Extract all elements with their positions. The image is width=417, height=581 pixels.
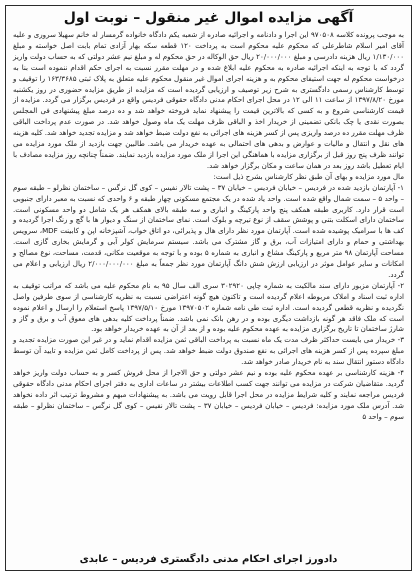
notice-paragraph: ۴- هزینه کارشناسی بر عهده محکوم علیه بوده و نیم عشر دولتی و حق الاجرا از محل فروش کسر و به حساب دولت واریز خواهد گردید. متقاضیان شرکت در مزایده می توانند جهت کسب اطلاعات بیشتر در ساعات اداری به دفتر اجرای احکام مدنی دادگاه حقوقی فردیس مراجعه نمایند و کلیه شرایط مزایده در محل اجرا قابل رویت می باشد. به پیشنهادات مبهم و مشروط ترتیب اثر داده نخواهد شد. آدرس ملک مورد مزایده: فردیس – خیابان فردیس – خیابان ۳۷ – پشت تالار نفیس – کوی گل نرگس – ساختمان نظرلو – طبقه سوم – واحد ۵ — [13, 368, 405, 421]
notice-title: آگهی مزایده اموال غیر منقول – نوبت اول — [63, 10, 354, 26]
notice-paragraph: مال مورد مزایده و بهای آن طبق نظر کارشناس بشرح ذیل است: — [213, 171, 404, 181]
notice-paragraph: به موجب پرونده کلاسه ۹۷۰۵۰۸ این اجرا و دادنامه و اجرائیه صادره از شعبه یکم دادگاه خانواده گرمسار له خانم سهیلا سروری و علیه آقای امیر اسلام شاطرعلی که محکوم علیه محکوم است به پرداخت ۱۲۰ قطعه سکه بهار آزادی تمام بابت اصل خواسته و مبلغ ۱/۱۳۰/۰۰۰ ریال هزینه دادرسی و مبلغ ۲۰/۰۰۰/۰۰۰ ریال حق الوکاله در حق محکوم له و مبلغ نیم عشر دولتی که به حساب دولت واریز گردد که با توجه به اینکه اجرائیه صادره به محکوم علیه ابلاغ شده و در مهلت مقرر نسبت به اجرای حکم اقدام ننموده است بنا به درخواست محکوم له جهت استیفای محکوم به و هزینه اجرای اموال غیر منقول محکوم علیه متعلق به پلاک ثبتی ۱۶۳/۳۶۸۵ را توقیف و توسط کارشناس رسمی دادگستری به شرح زیر توصیف و ارزیابی گردیده است که مزایده از طریق مزایده حضوری در روز یکشنبه مورخ ۱۳۹۷/۸/۲۰ از ساعت ۱۱ الی ۱۲ در محل اجرای احکام مدنی دادگاه حقوقی فردیس واقع در فردیس برگزار می گردد. مزایده از قیمت کارشناسی شروع و به کسی که بالاترین قیمت را پیشنهاد نماید فروخته خواهد شد و ده درصد مبلغ پیشنهادی فی المجلس بصورت نقدی یا چک بانکی تضمینی از خریدار اخذ و الباقی ظرف مهلت یک ماه وصول خواهد شد. در صورت عدم پرداخت الباقی ظرف مهلت مقرر ده درصد واریزی پس از کسر هزینه های اجرائی به نفع دولت ضبط خواهد شد و مزایده تجدید خواهد شد. کلیه هزینه های نقل و انتقال و مالیات و عوارض و بدهی های احتمالی به عهده خریدار می باشد. طالبین جهت بازدید از ملک مورد مزایده می توانند ظرف پنج روز قبل از برگزاری مزایده با هماهنگی این اجرا از ملک مورد مزایده بازدید نمایند. ضمناً چنانچه روز مزایده مصادف با ایام تعطیل باشد روز بعد در همان ساعت و مکان برگزار خواهد شد. — [13, 30, 405, 170]
notice-paragraph: ۱- آپارتمان بازدید شده در فردیس – خیابان فردیس – خیابان ۳۷ – پشت تالار نفیس – کوی گل نرگس – ساختمان نظرلو – طبقه سوم – واحد ۵ – سمت شمال واقع شده است. واحد یاد شده در یک مجتمع مسکونی چهار طبقه و ۶ واحدی که نسبت به معبر دارای جنبوبی است قرار دارد. کاربری طبقه همکف پنج واحد پارکینگ و انباری و سه طبقه بالای همکف هر یک شامل دو واحد مسکونی است. ساختمان دارای اسکلت بتنی و پوشش سقف از نوع تیرچه و بلوک است. نمای ساختمان از سنگ و دیوار ها با گچ و رنگ اجرا گردیده و کف ها با سرامیک پوشیده شده است. آپارتمان مورد نظر دارای هال و پذیرائی، دو اتاق خواب، آشپزخانه اپن و کابینت MDF، سرویس بهداشتی و حمام و دارای امتیازات آب، برق و گاز مشترک می باشد. سیستم سرمایش کولر آبی و گرمایش بخاری گازی است. مساحت آپارتمان ۹۸ متر مربع و پارکینگ مشاع و انباری به شماره ۵ بوده و با توجه به موقعیت مکانی، قدمت، مساحت، نوع مصالح و امکانات و سایر عوامل موثر در ارزیابی ارزش شش دانگ آپارتمان مورد نظر جمعاً به مبلغ ۲/۰۰۰/۰۰۰/۰۰۰ ریال ارزیابی و اعلام می گردد. — [13, 182, 404, 279]
notice-paragraph: ۲- آپارتمان مزبور دارای سند مالکیت به شماره چاپی ۳۰۲۹۲۰ سری الف سال ۹۵ به نام محکوم علیه می باشد که مراتب توقیف به اداره ثبت اسناد و املاک مربوطه اعلام گردیده است و تاکنون هیچ گونه اعتراضی نسبت به نظریه کارشناسی از سوی طرفین واصل نگردیده و نظریه قطعی گردیده است. اداره ثبت طی نامه شماره ۱۳۹۷۰۵۰۲ مورخ ۱۳۹۷/۵/۱۰ پاسخ استعلام را ارسال و اعلام نموده است که ملک فاقد هر گونه بازداشت دیگری بوده و در رهن بانک نمی باشد. ضمناً پرداخت کلیه بدهی های معوق آب و برق و گاز و شارژ ساختمان تا تاریخ برگزاری مزایده به عهده محکوم علیه بوده و از بعد از آن به عهده خریدار خواهد بود. — [13, 280, 405, 334]
notice-body — [13, 30, 404, 423]
notice-signature: دادورز اجرای احکام مدنی دادگستری فردیس – عابدی — [79, 554, 338, 565]
auction-notice — [5, 5, 412, 571]
notice-paragraph: ۳- خریدار می بایست حداکثر ظرف مدت یک ماه نسبت به پرداخت الباقی ثمن مزایده اقدام نماید و در غیر این صورت مزایده تجدید و مبلغ سپرده پس از کسر هزینه های اجرائی به نفع صندوق دولت ضبط خواهد شد. پس از پرداخت کامل ثمن مزایده و تایید آن توسط دادگاه دستور انتقال سند به نام خریدار صادر خواهد شد. — [13, 335, 404, 367]
